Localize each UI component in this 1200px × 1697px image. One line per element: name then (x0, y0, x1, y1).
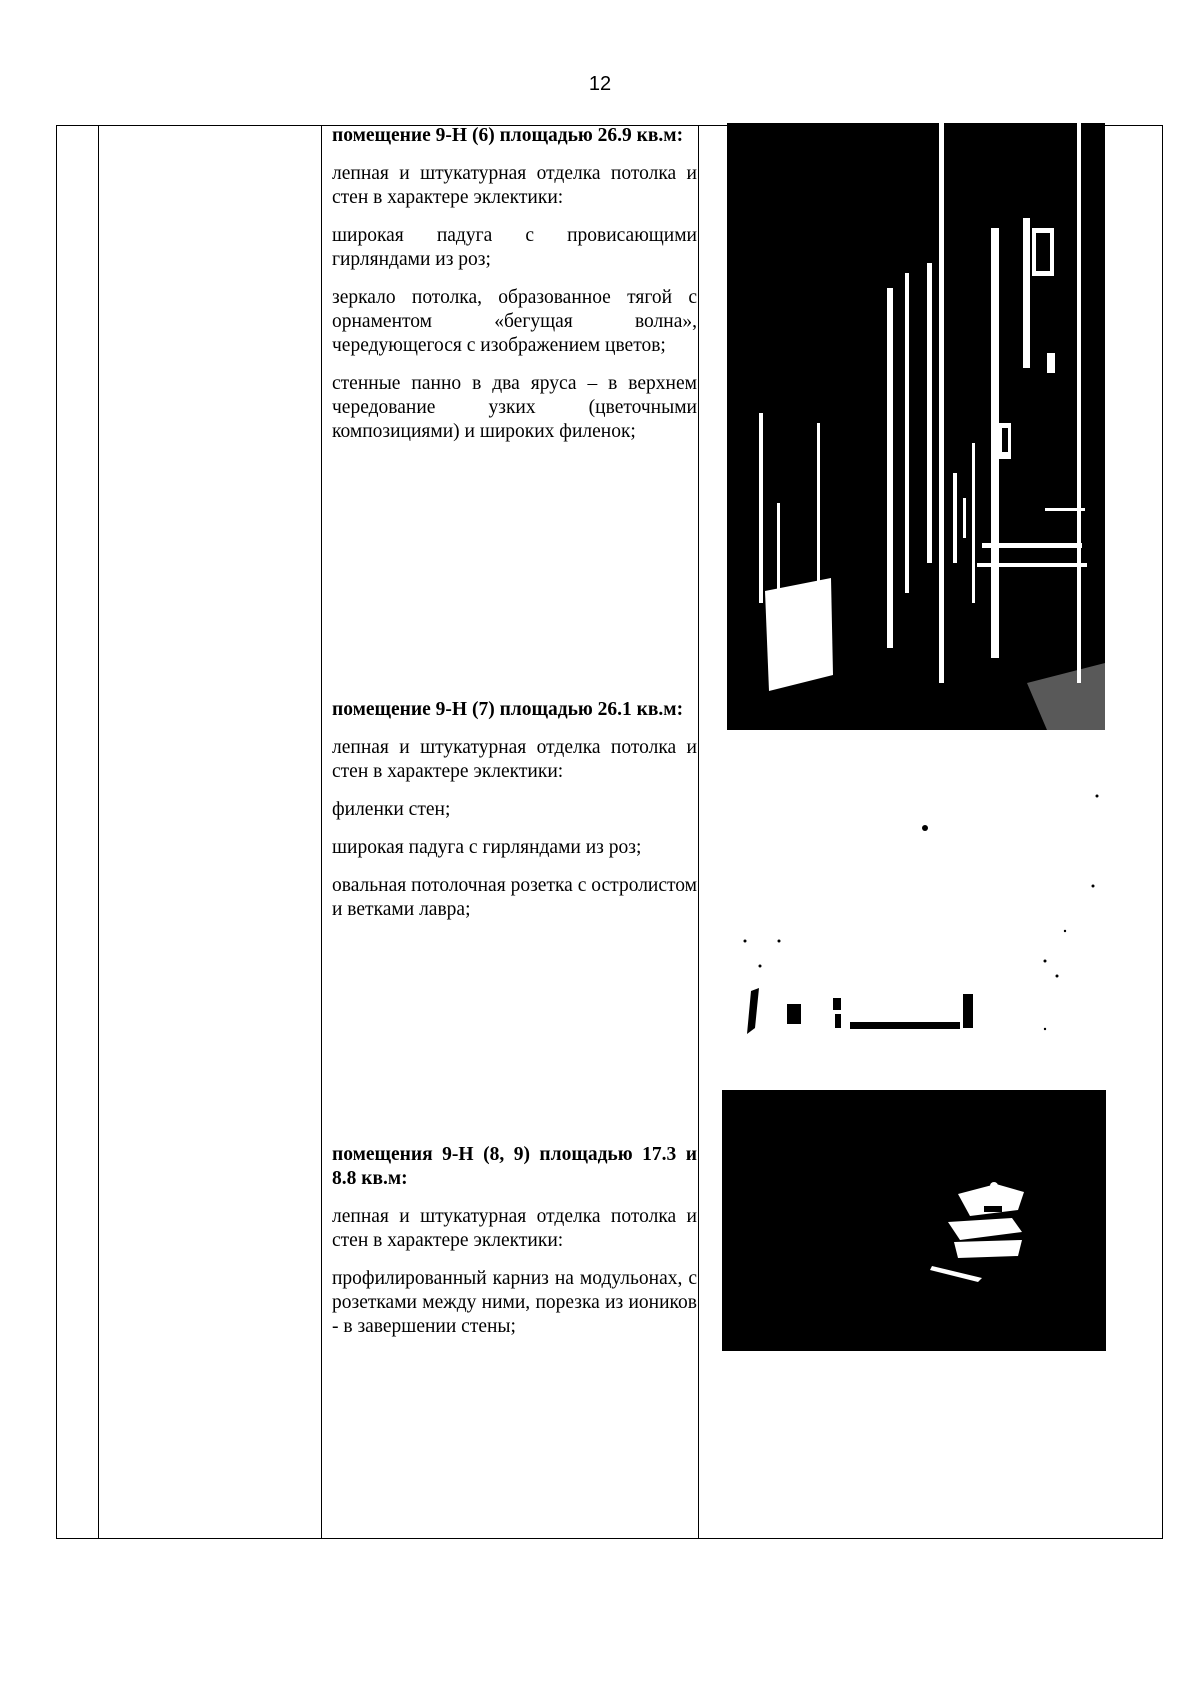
section-item: стенные панно в два яруса – в верхнем чередование узких (цветочными композициями) и широких филенок; (332, 373, 697, 442)
photo-room-6 (727, 123, 1105, 730)
document-table (56, 125, 1163, 1539)
photo-room-7-image (725, 766, 1105, 1056)
page-number: 12 (588, 73, 612, 95)
section-item: лепная и штукатурная отделка потолка и стен в характере эклектики: (332, 163, 697, 208)
section-item: широкая падуга с провисающими гирляндами из роз; (332, 225, 697, 270)
section-room-8-9 (332, 1143, 697, 1353)
section-item: лепная и штукатурная отделка потолка и стен в характере эклектики: (332, 737, 697, 782)
section-item: филенки стен; (332, 799, 451, 820)
section-item: зеркало потолка, образованное тягой с орнаментом «бегущая волна», чередующегося с изображением цветов; (332, 287, 697, 356)
section-room-7 (332, 698, 697, 936)
photo-room-7 (725, 766, 1105, 1056)
photo-room-8-9-image (722, 1090, 1106, 1351)
photo-room-6-image (727, 123, 1105, 730)
section-heading: помещения 9-Н (8, 9) площадью 17.3 и 8.8 кв.м: (332, 1144, 697, 1189)
section-room-6 (332, 124, 697, 458)
column-divider (321, 126, 322, 1538)
column-divider (98, 126, 99, 1538)
column-divider (698, 126, 699, 1538)
section-item: лепная и штукатурная отделка потолка и стен в характере эклектики: (332, 1206, 697, 1251)
section-item: широкая падуга с гирляндами из роз; (332, 837, 642, 858)
section-heading: помещение 9-Н (7) площадью 26.1 кв.м: (332, 699, 684, 720)
section-item: профилированный карниз на модульонах, с розетками между ними, порезка из иоников - в завершении стены; (332, 1268, 697, 1337)
section-heading: помещение 9-Н (6) площадью 26.9 кв.м: (332, 125, 684, 146)
photo-room-8-9 (722, 1090, 1106, 1351)
section-item: овальная потолочная розетка с остролистом и ветками лавра; (332, 875, 697, 920)
